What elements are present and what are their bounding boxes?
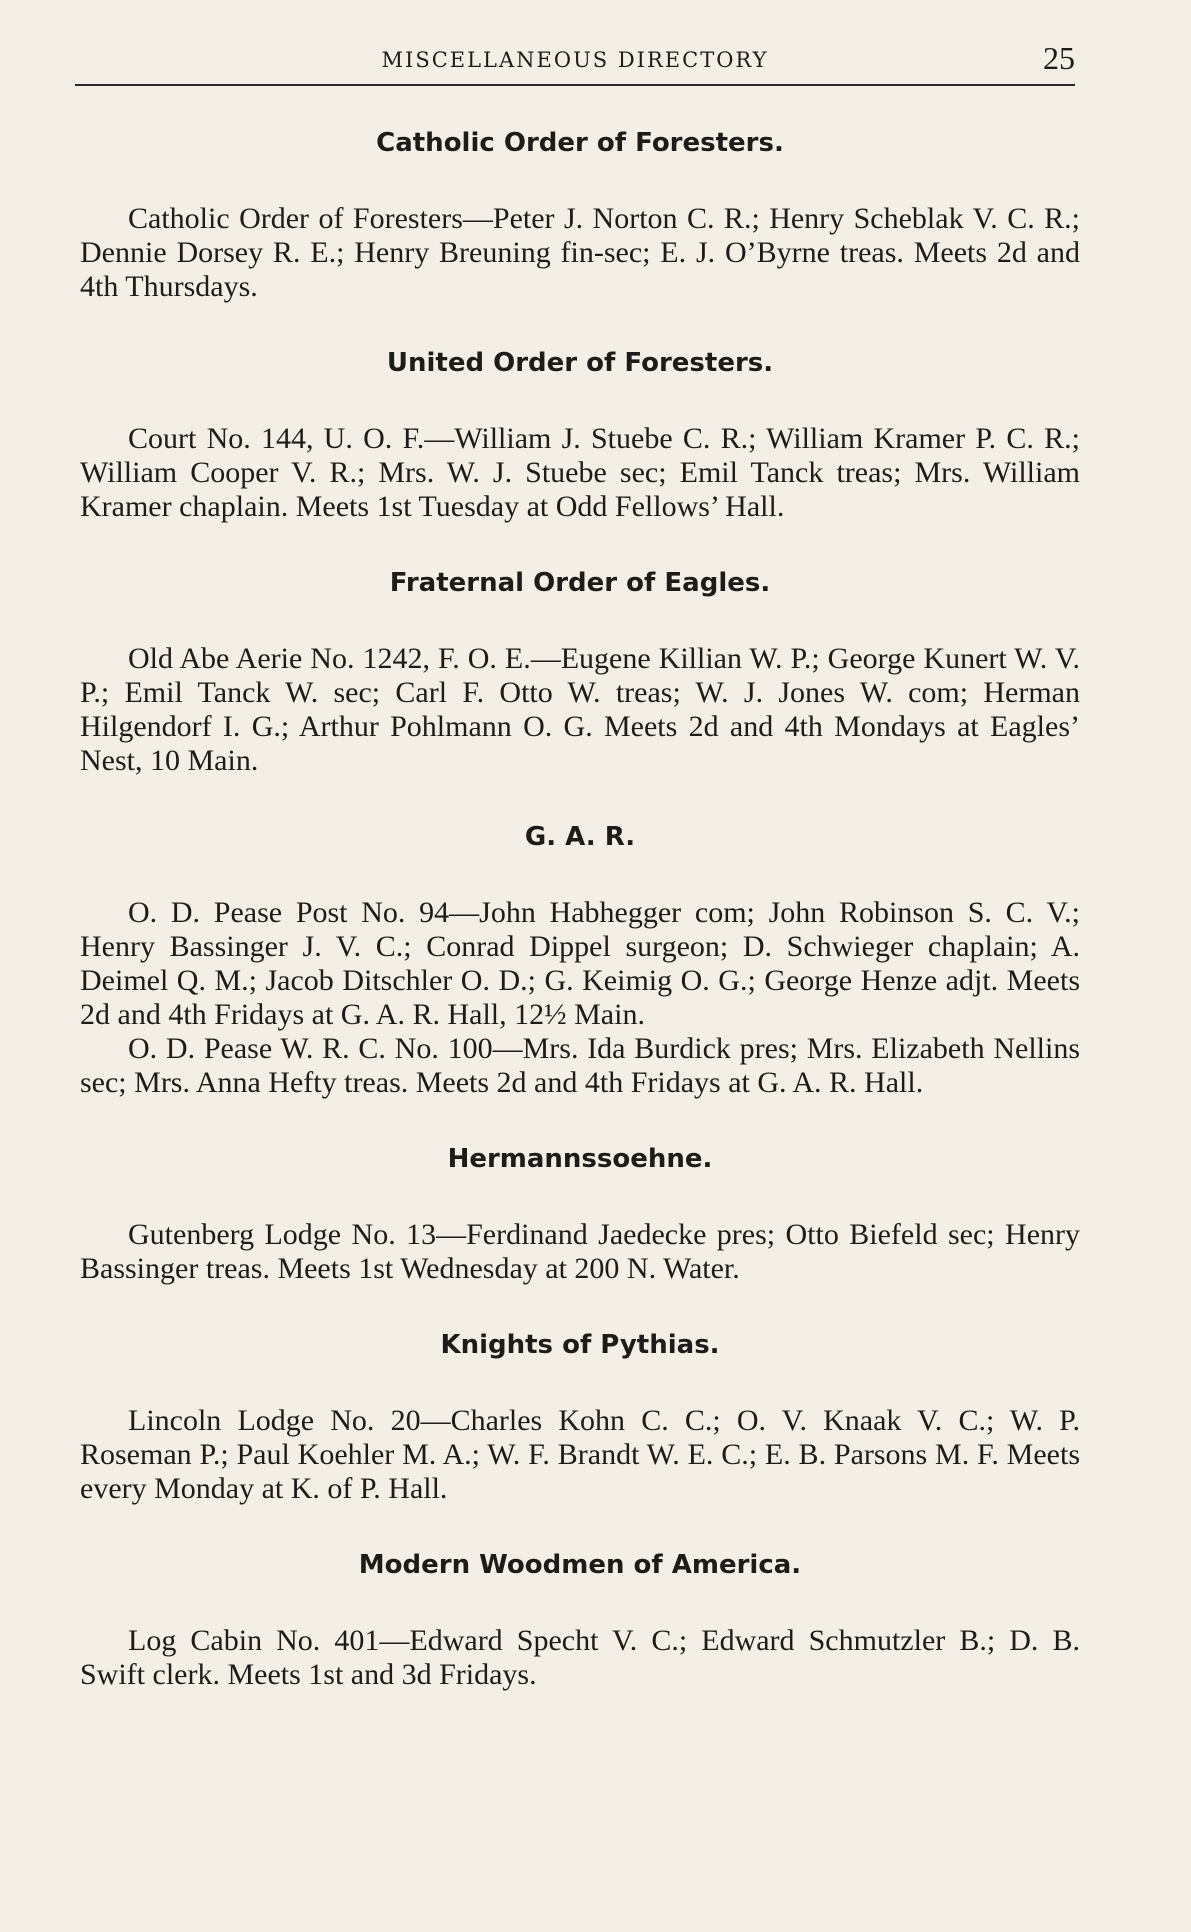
section-heading: G. A. R. [524,822,636,852]
section-fraternal-order-of-eagles [80,566,1080,778]
section-heading: Catholic Order of Foresters. [376,128,784,158]
section-hermannssoehne [80,1142,1080,1286]
section-knights-of-pythias [80,1328,1080,1506]
section-catholic-order-of-foresters [80,126,1080,304]
section-heading: United Order of Foresters. [386,348,774,378]
section-gar [80,820,1080,1100]
directory-entry: Log Cabin No. 401—Edward Specht V. C.; Edward Schmutzler B.; D. B. Swift clerk. Meets 1st and 3d Fridays. [80,1624,1080,1691]
directory-entry: O. D. Pease W. R. C. No. 100—Mrs. Ida Burdick pres; Mrs. Elizabeth Nellins sec; Mrs. Anna Hefty treas. Meets 2d and 4th Fridays at G. A. R. Hall. [80,1032,1080,1099]
page-header [75,38,1075,88]
running-title: MISCELLANEOUS DIRECTORY [381,48,769,72]
section-heading: Modern Woodmen of America. [358,1550,802,1580]
section-united-order-of-foresters [80,346,1080,524]
page-number: 25 [1043,40,1075,76]
section-heading: Knights of Pythias. [440,1330,720,1360]
section-heading: Hermannssoehne. [447,1144,713,1174]
directory-entry: Lincoln Lodge No. 20—Charles Kohn C. C.; O. V. Knaak V. C.; W. P. Roseman P.; Paul Koehler M. A.; W. F. Brandt W. E. C.; E. B. Parsons M. F. Meets every Monday at K. of P. Hall. [80,1404,1080,1505]
directory-entry: O. D. Pease Post No. 94—John Habhegger com; John Robinson S. C. V.; Henry Bassinger J. V. C.; Conrad Dippel surgeon; D. Schwieger chaplain; A. Deimel Q. M.; Jacob Ditschler O. D.; G. Keimig O. G.; George Henze adjt. Meets 2d and 4th Fridays at G. A. R. Hall, 12½ Main. [80,896,1080,1031]
directory-entry: Catholic Order of Foresters—Peter J. Norton C. R.; Henry Scheblak V. C. R.; Dennie Dorsey R. E.; Henry Breuning fin-sec; E. J. O’Byrne treas. Meets 2d and 4th Thursdays. [80,202,1080,303]
directory-content [80,126,1080,1692]
header-rule [75,84,1075,86]
directory-entry: Gutenberg Lodge No. 13—Ferdinand Jaedecke pres; Otto Biefeld sec; Henry Bassinger treas. Meets 1st Wednesday at 200 N. Water. [80,1218,1080,1285]
directory-entry: Old Abe Aerie No. 1242, F. O. E.—Eugene Killian W. P.; George Kunert W. V. P.; Emil Tanck W. sec; Carl F. Otto W. treas; W. J. Jones W. com; Herman Hilgendorf I. G.; Arthur Pohlmann O. G. Meets 2d and 4th Mondays at Eagles’ Nest, 10 Main. [80,642,1080,777]
directory-entry: Court No. 144, U. O. F.—William J. Stuebe C. R.; William Kramer P. C. R.; William Cooper V. R.; Mrs. W. J. Stuebe sec; Emil Tanck treas; Mrs. William Kramer chaplain. Meets 1st Tuesday at Odd Fellows’ Hall. [80,422,1080,523]
section-heading: Fraternal Order of Eagles. [389,568,771,598]
section-modern-woodmen-of-america [80,1548,1080,1692]
